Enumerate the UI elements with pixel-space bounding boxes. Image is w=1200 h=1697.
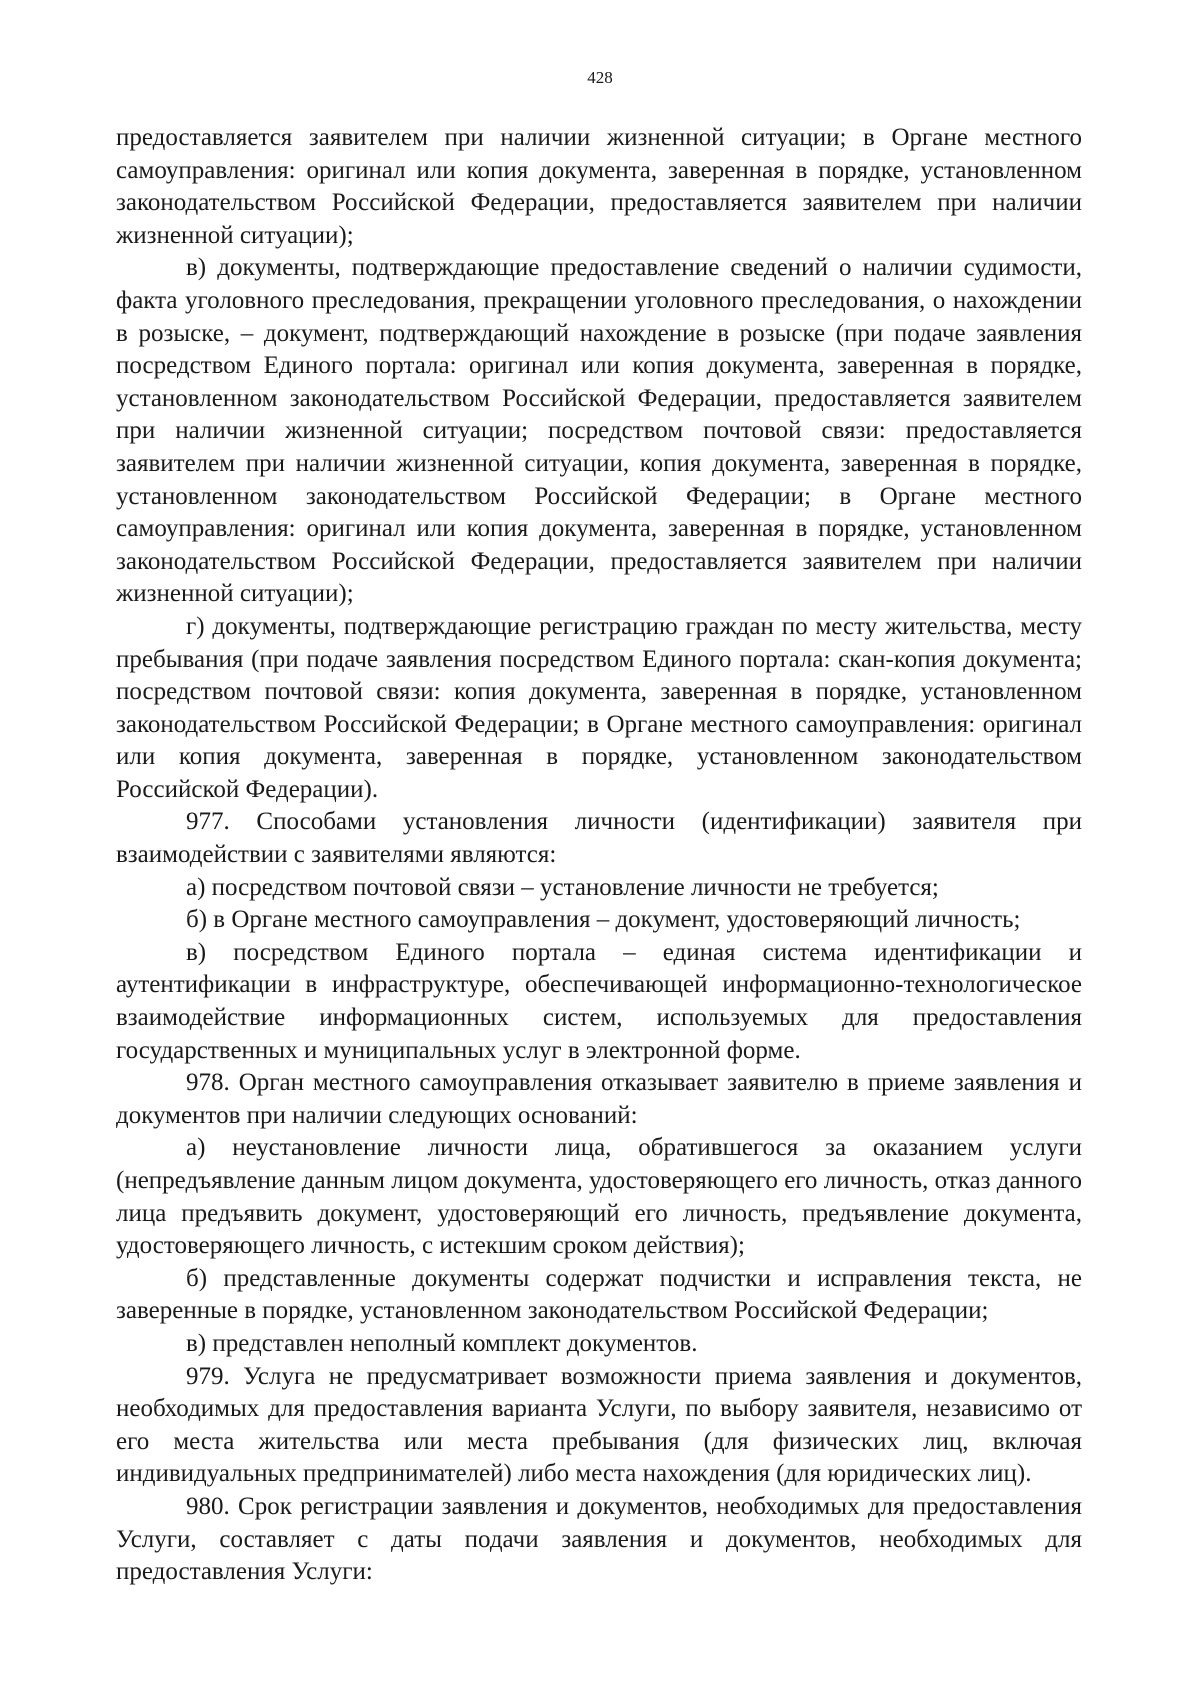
paragraph-978-a: а) неустановление личности лица, обратившегося за оказанием услуги (непредъявление данным лицом документа, удостоверяющего его личность, отказ данного лица предъявить документ, удостоверяющий его личность, предъявление документа, удостоверяющего личность, с истекшим сроком действия); (116, 1134, 1082, 1260)
document-body (116, 122, 1082, 1589)
paragraph-977-b: б) в Органе местного самоуправления – документ, удостоверяющий личность; (186, 906, 1021, 934)
paragraph-977-v: в) посредством Единого портала – единая система идентификации и аутентификации в инфраструктуре, обеспечивающей информационно-технологическое взаимодействие информационных систем, используемых для предоставления государственных и муниципальных услуг в электронной форме. (116, 938, 1082, 1064)
paragraph-978: 978. Орган местного самоуправления отказывает заявителю в приеме заявления и документов при наличии следующих оснований: (116, 1069, 1082, 1129)
paragraph-979: 979. Услуга не предусматривает возможности приема заявления и документов, необходимых для предоставления варианта Услуги, по выбору заявителя, независимо от его места жительства или места пребывания (для физических лиц, включая индивидуальных предпринимателей) либо места нахождения (для юридических лиц). (116, 1362, 1082, 1488)
paragraph-978-b: б) представленные документы содержат подчистки и исправления текста, не заверенные в порядке, установленном законодательством Российской Федерации; (116, 1264, 1082, 1325)
paragraph-977-a: а) посредством почтовой связи – установление личности не требуется; (186, 873, 939, 901)
paragraph-978-v: в) представлен неполный комплект документов. (186, 1329, 698, 1357)
paragraph-item-v-criminal-record: в) документы, подтверждающие предоставление сведений о наличии судимости, факта уголовного преследования, прекращении уголовного преследования, о нахождении в розыске, – документ, подтверждающий нахождение в розыске (при подаче заявления посредством Единого портала: оригинал или копия документа, заверенная в порядке, установленном законодательством Российской Федерации, предоставляется заявителем при наличии жизненной ситуации; посредством почтовой связи: предоставляется заявителем при наличии жизненной ситуации, копия документа, заверенная в порядке, установленном законодательством Российской Федерации; в Органе местного самоуправления: оригинал или копия документа, заверенная в порядке, установленном законодательством Российской Федерации, предоставляется заявителем при наличии жизненной ситуации); (116, 254, 1082, 608)
page-number: 428 (587, 68, 613, 87)
paragraph-item-g-registration: г) документы, подтверждающие регистрацию граждан по месту жительства, месту пребывания (при подаче заявления посредством Единого портала: скан-копия документа; посредством почтовой связи: копия документа, заверенная в порядке, установленном законодательством Российской Федерации; в Органе местного самоуправления: оригинал или копия документа, заверенная в порядке, установленном законодательством Российской Федерации). (116, 612, 1082, 803)
paragraph-continuation: предоставляется заявителем при наличии жизненной ситуации; в Органе местного самоуправления: оригинал или копия документа, заверенная в порядке, установленном законодательством Российской Федерации, предоставляется заявителем при наличии жизненной ситуации); (116, 124, 1082, 249)
paragraph-977: 977. Способами установления личности (идентификации) заявителя при взаимодействии с заявителями являются: (116, 808, 1082, 869)
paragraph-980: 980. Срок регистрации заявления и документов, необходимых для предоставления Услуги, составляет с даты подачи заявления и документов, необходимых для предоставления Услуги: (116, 1492, 1082, 1586)
